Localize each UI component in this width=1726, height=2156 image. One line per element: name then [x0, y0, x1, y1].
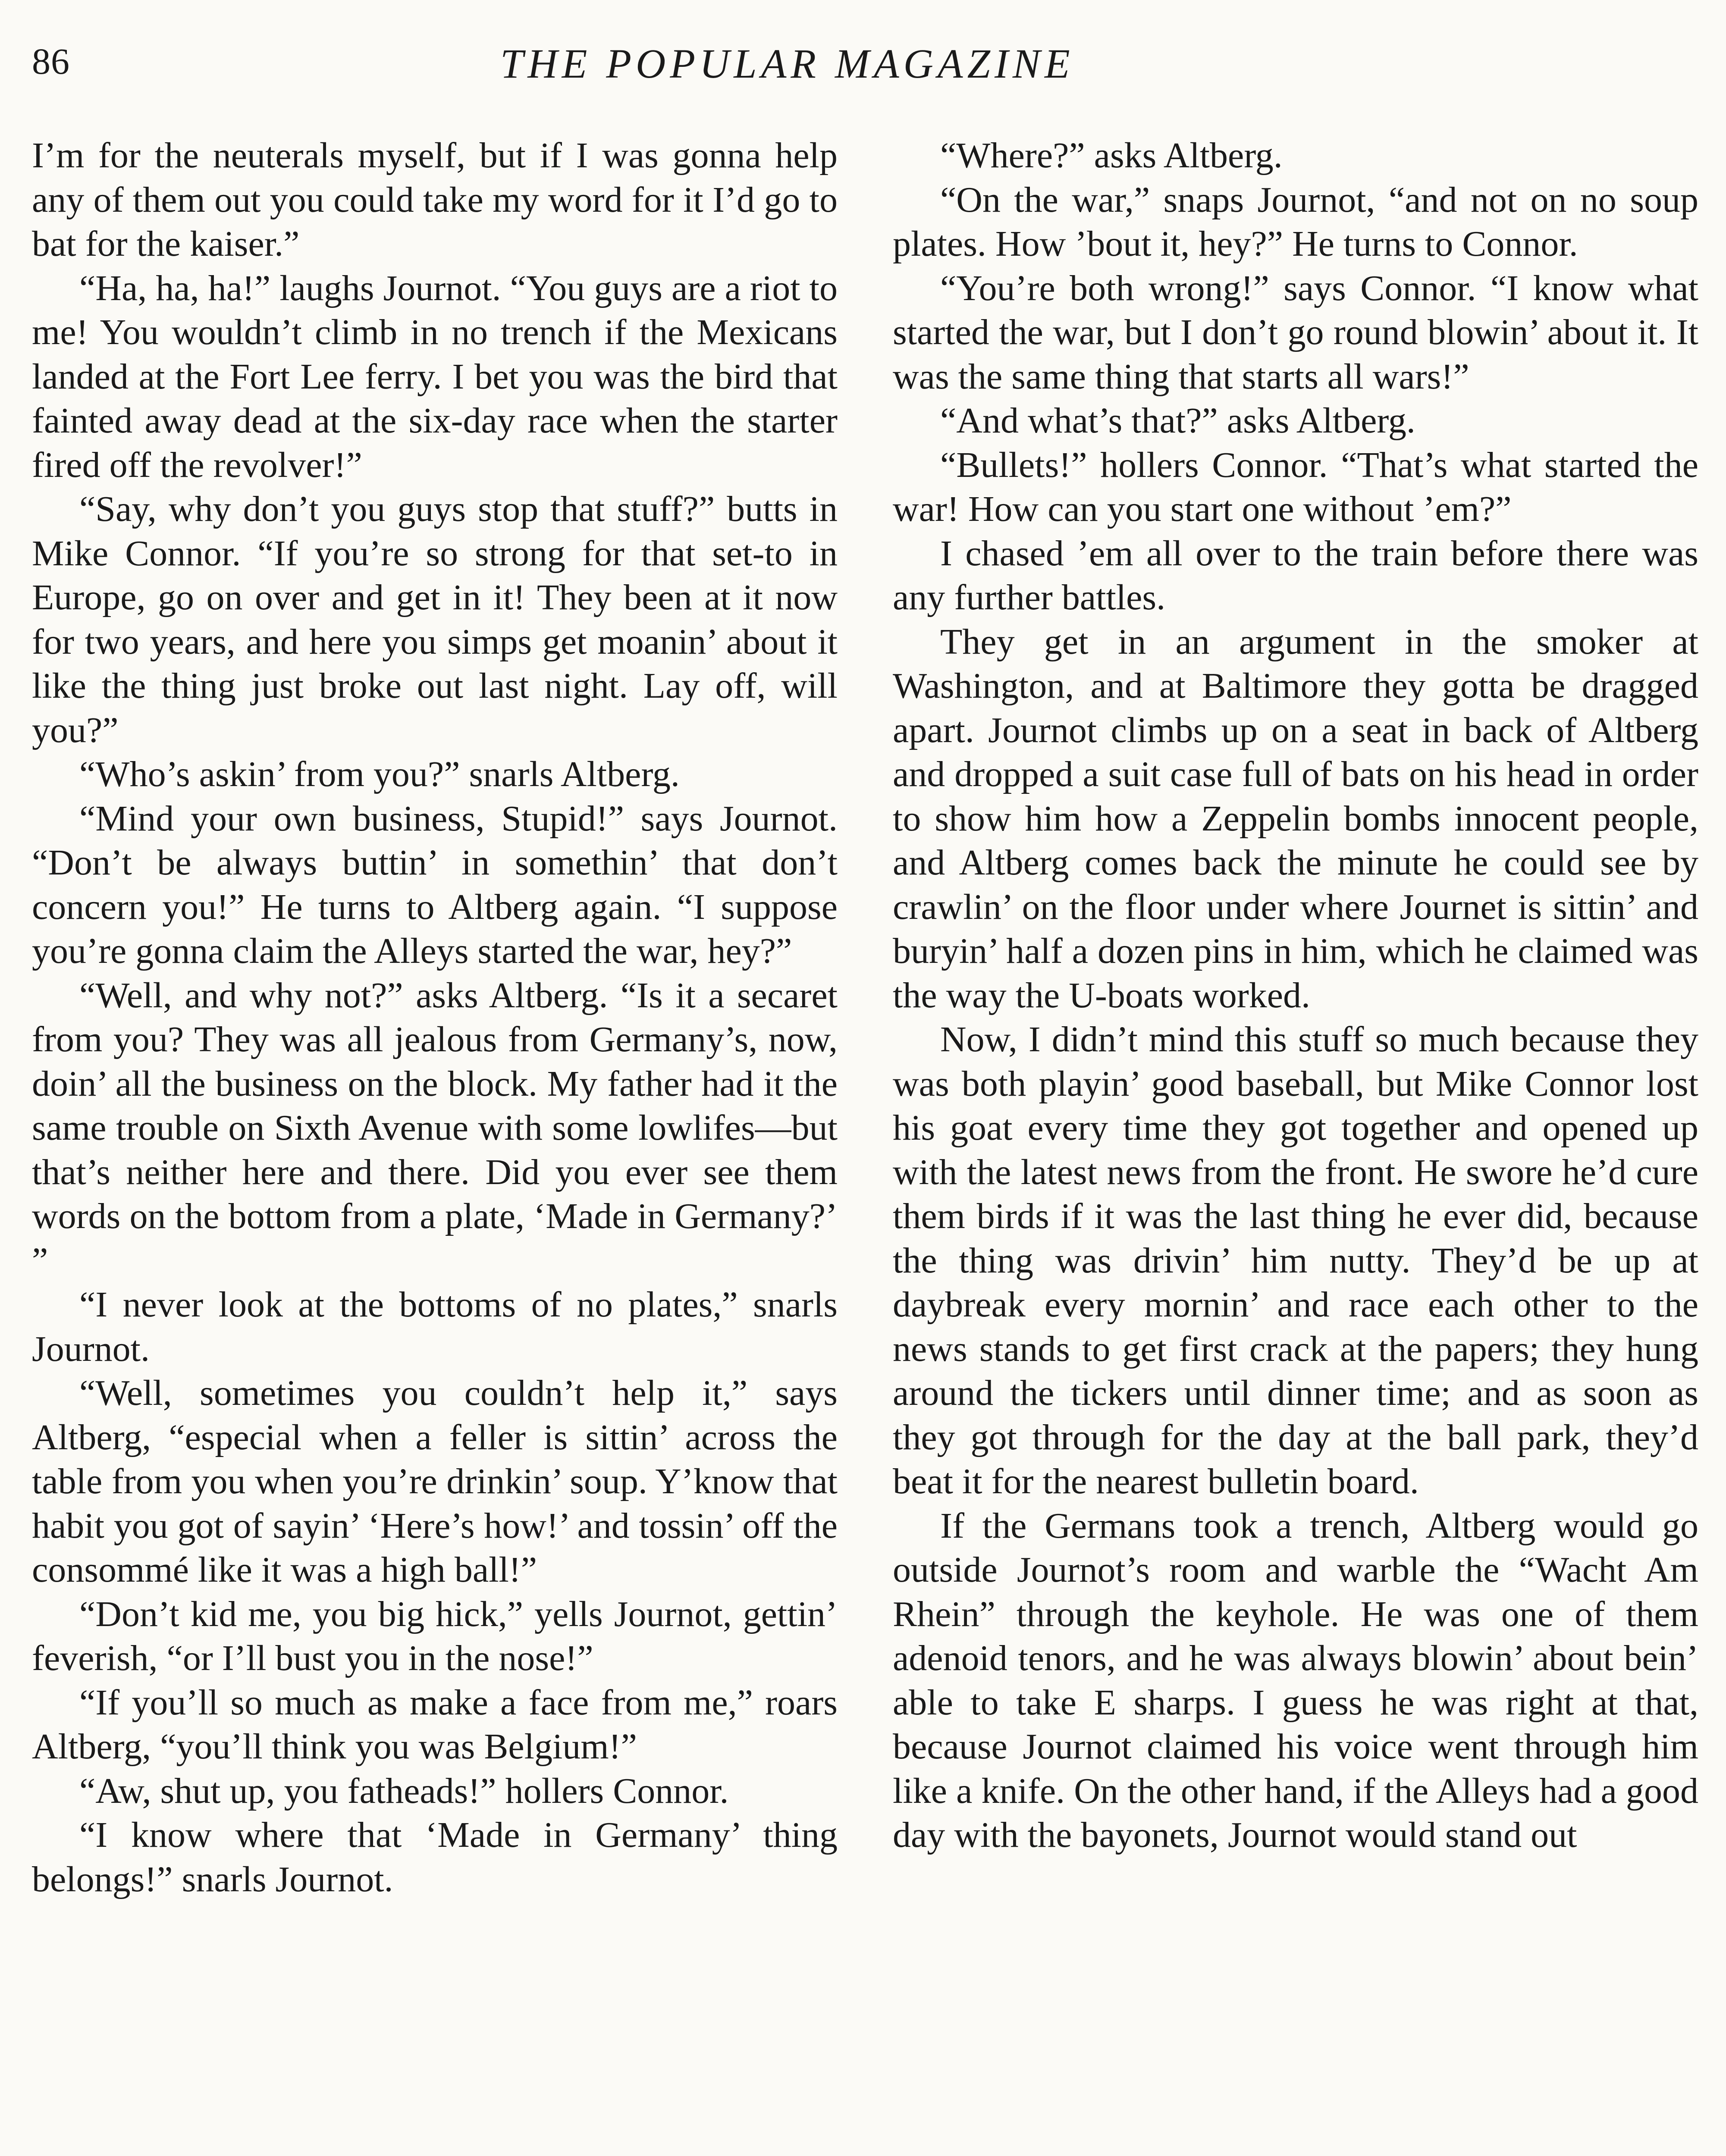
paragraph: “Well, sometimes you couldn’t help it,” says Altberg, “especial when a feller is sittin’ across the table from you when you’re drinkin’ soup. Y’know that habit you got of sayin’ ‘Here’s how!’ and tossin’ off the consommé like it was a high ball!” [32, 1373, 838, 1590]
paragraph: “I never look at the bottoms of no plates,” snarls Journot. [32, 1285, 838, 1369]
paragraph: “Bullets!” hollers Connor. “That’s what started the war! How can you start one without ’em?” [893, 445, 1698, 529]
paragraph: “Ha, ha, ha!” laughs Journot. “You guys are a riot to me! You wouldn’t climb in no trench if the Mexicans landed at the Fort Lee ferry. I bet you was the bird that fainted away dead at the six-day race when the starter fired off the revolver!” [32, 268, 838, 485]
right-column [893, 134, 1698, 1858]
paragraph: If the Germans took a trench, Altberg would go outside Journot’s room and warble the “Wacht Am Rhein” through the keyhole. He was one of them adenoid tenors, and he was always blowin’ about bein’ able to take E sharps. I guess he was right at that, because Journot claimed his voice went through him like a knife. On the other hand, if the Alleys had a good day with the bayonets, Journot would stand out [893, 1505, 1698, 1855]
paragraph: “Where?” asks Altberg. [940, 135, 1283, 175]
paragraph: “You’re both wrong!” says Connor. “I know what started the war, but I don’t go round blowin’ about it. It was the same thing that starts all wars!” [893, 268, 1698, 397]
paragraph: “Aw, shut up, you fatheads!” hollers Connor. [79, 1771, 729, 1811]
paragraph: I’m for the neuterals myself, but if I was gonna help any of them out you could take my word for it I’d go to bat for the kaiser.” [32, 135, 838, 264]
left-column [32, 134, 838, 1902]
paragraph: “Who’s askin’ from you?” snarls Altberg. [79, 754, 680, 794]
paragraph: “I know where that ‘Made in Germany’ thing belongs!” snarls Journot. [32, 1815, 838, 1899]
paragraph: “Say, why don’t you guys stop that stuff?” butts in Mike Connor. “If you’re so strong for that set-to in Europe, go on over and get in it! They been at it now for two years, and here you simps get moanin’ about it like the thing just broke out last night. Lay off, will you?” [32, 489, 838, 750]
paragraph: “If you’ll so much as make a face from me,” roars Altberg, “you’ll think you was Belgium!” [32, 1682, 838, 1767]
paragraph: “Well, and why not?” asks Altberg. “Is it a secaret from you? They was all jealous from Germany’s, now, doin’ all the business on the block. My father had it the same trouble on Sixth Avenue with some lowlifes—but that’s neither here and there. Did you ever see them words on the bottom from a plate, ‘Made in Germany?’ ” [32, 975, 838, 1281]
paragraph: They get in an argument in the smoker at Washington, and at Baltimore they gotta be dragged apart. Journot climbs up on a seat in back of Altberg and dropped a suit case full of bats on his head in order to show him how a Zeppelin bombs innocent people, and Altberg comes back the minute he could see by crawlin’ on the floor under where Journet is sittin’ and buryin’ half a dozen pins in him, which he claimed was the way the U-boats worked. [893, 621, 1698, 1015]
paragraph: “On the war,” snaps Journot, “and not on no soup plates. How ’bout it, hey?” He turns to Connor. [893, 179, 1698, 264]
running-head: THE POPULAR MAGAZINE [500, 41, 1074, 87]
paragraph: I chased ’em all over to the train before there was any further battles. [893, 533, 1698, 617]
paragraph: “Mind your own business, Stupid!” says Journot. “Don’t be always buttin’ in somethin’ that don’t concern you!” He turns to Altberg again. “I suppose you’re gonna claim the Alleys started the war, hey?” [32, 798, 838, 971]
paragraph: Now, I didn’t mind this stuff so much because they was both playin’ good baseball, but Mike Connor lost his goat every time they got together and opened up with the latest news from the front. He swore he’d cure them birds if it was the last thing he ever did, because the thing was drivin’ him nutty. They’d be up at daybreak every mornin’ and race each other to the news stands to get first crack at the papers; they hung around the tickers until dinner time; and as soon as they got through for the day at the ball park, they’d beat it for the nearest bulletin board. [893, 1019, 1698, 1501]
paragraph: “Don’t kid me, you big hick,” yells Journot, gettin’ feverish, “or I’ll bust you in the nose!” [32, 1594, 838, 1678]
page-number: 86 [32, 41, 70, 82]
paragraph: “And what’s that?” asks Altberg. [940, 401, 1415, 441]
